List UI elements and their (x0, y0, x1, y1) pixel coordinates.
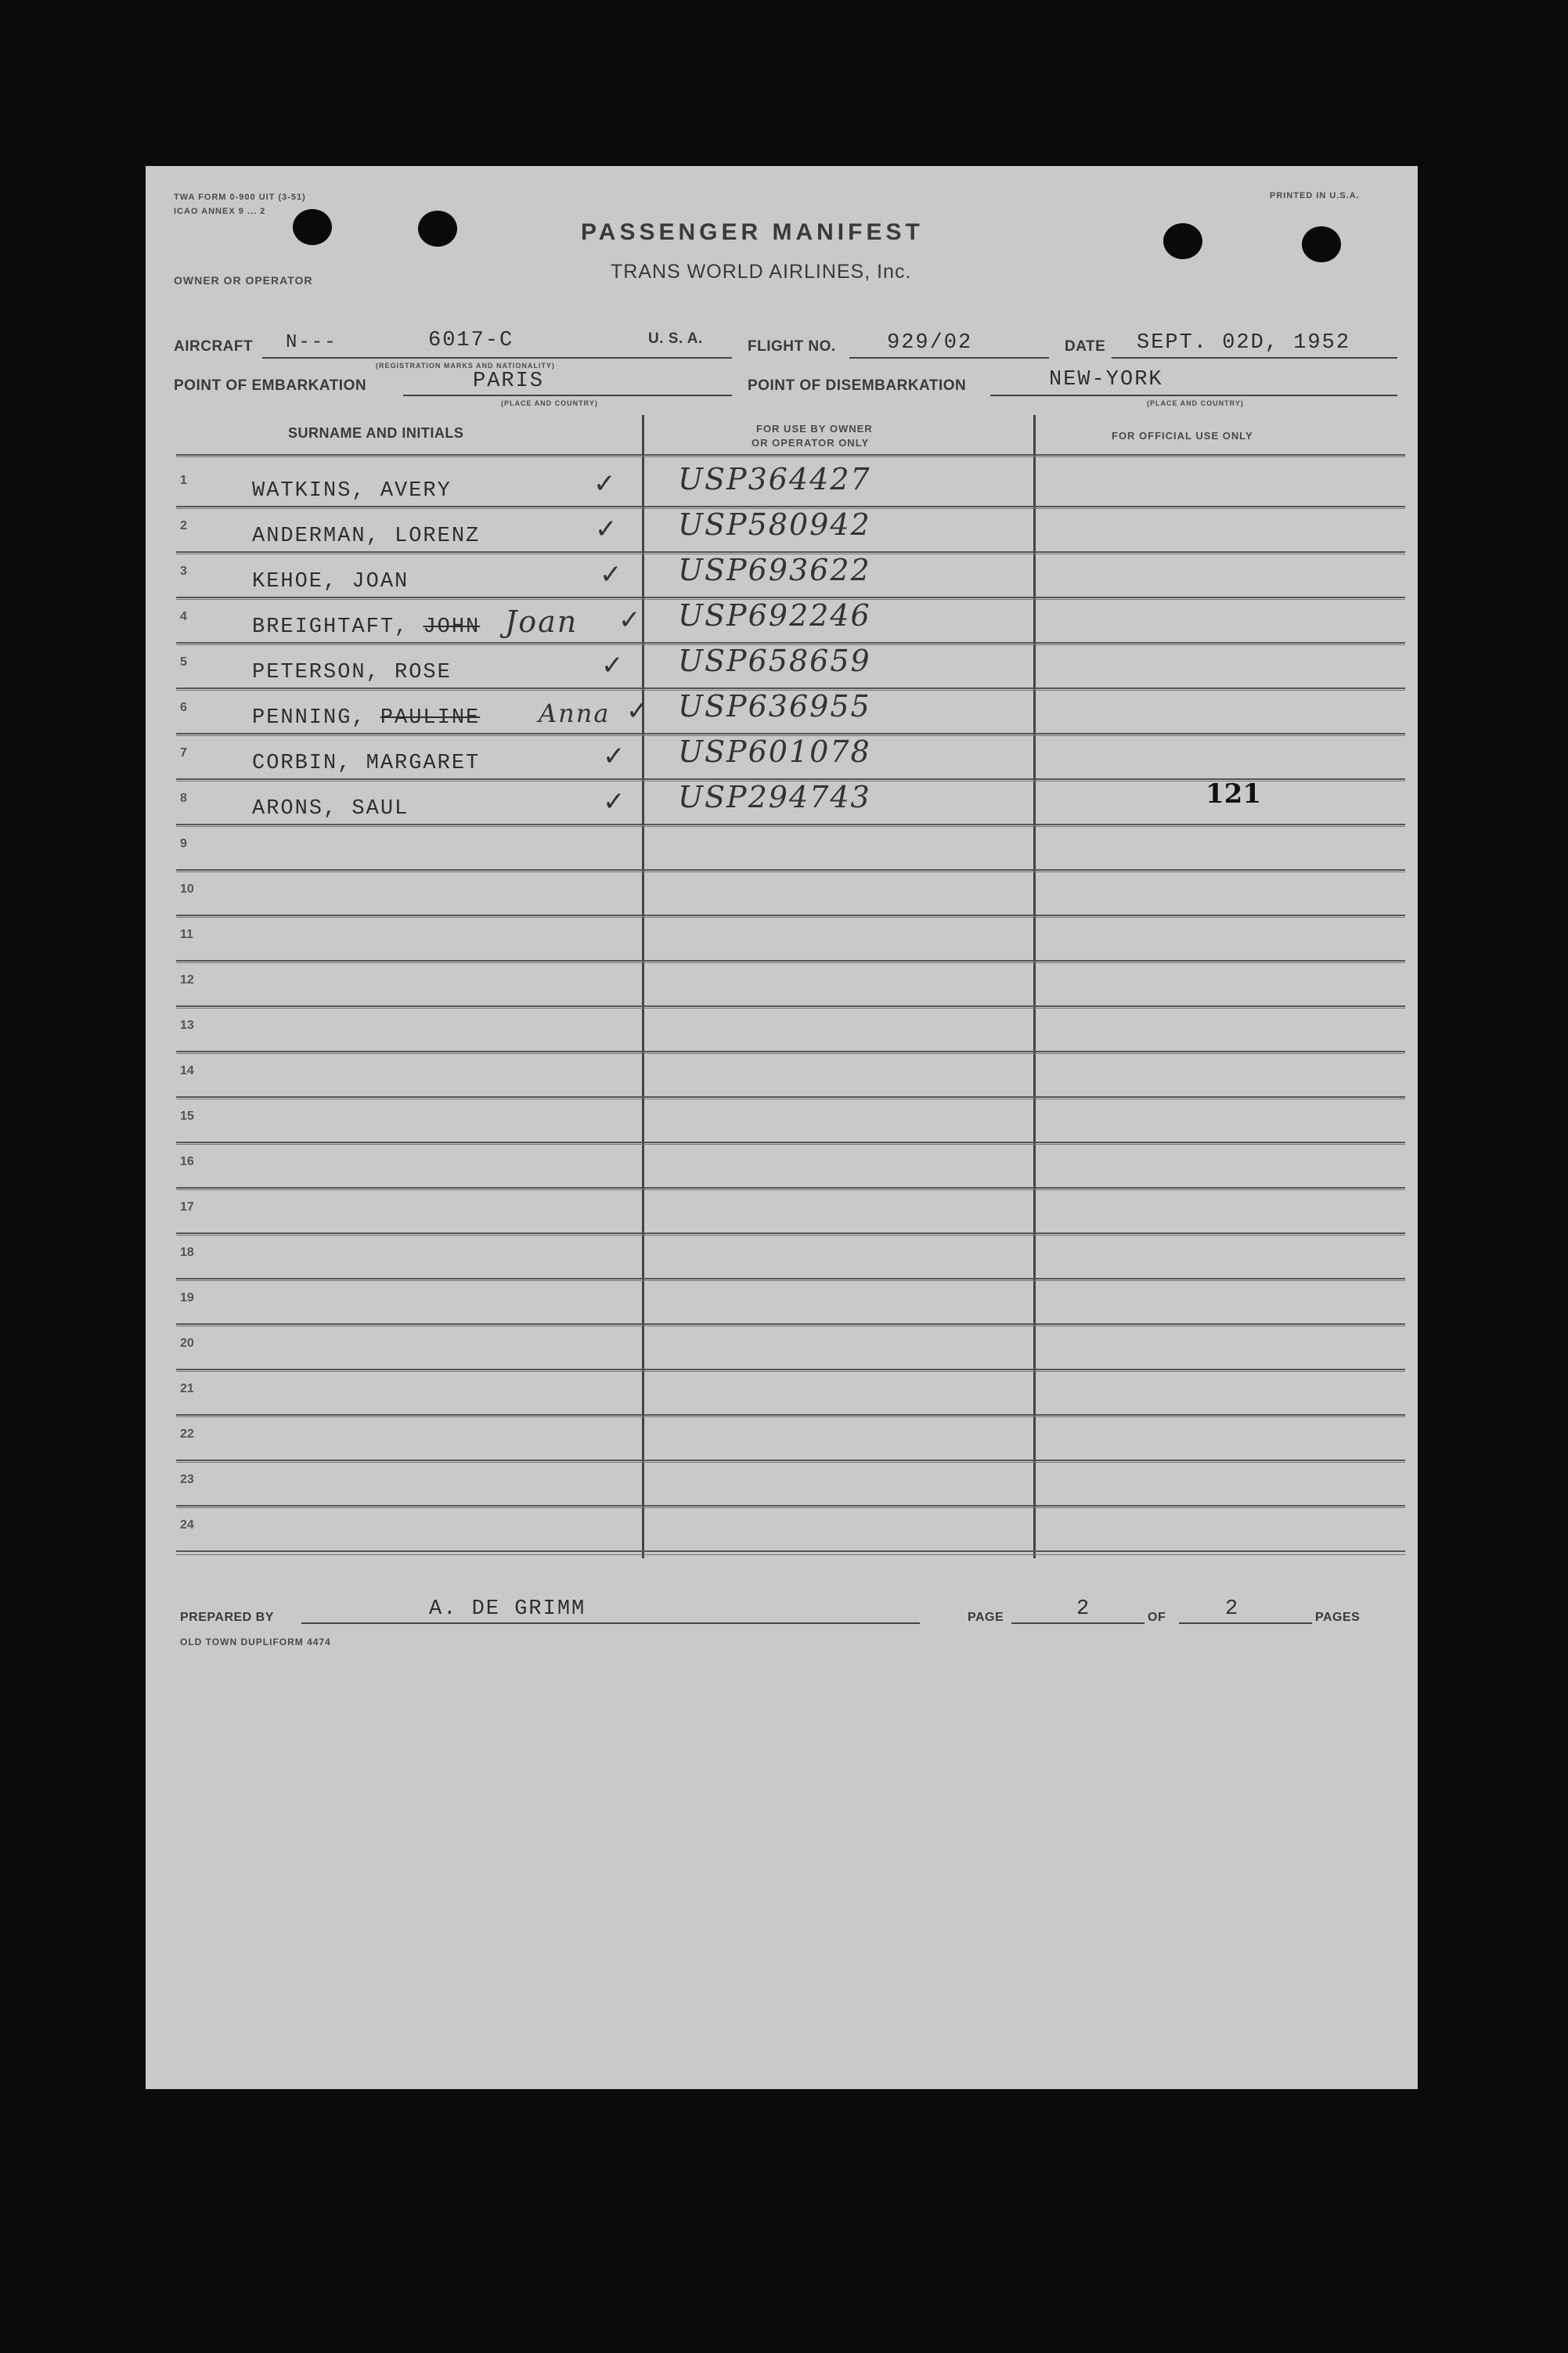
row-number: 9 (180, 837, 187, 850)
nationality: U. S. A. (648, 330, 703, 347)
printed-note: PRINTED IN U.S.A. (1270, 191, 1360, 200)
punch-hole (293, 209, 332, 245)
disembarkation-place: NEW-YORK (1049, 368, 1163, 392)
row-number: 17 (180, 1200, 194, 1214)
flight-date: SEPT. 02D, 1952 (1137, 331, 1351, 355)
printer-note: OLD TOWN DUPLIFORM 4474 (180, 1637, 331, 1647)
passport-number: USP601078 (678, 734, 871, 769)
page-number: 2 (1076, 1597, 1091, 1621)
row-number: 21 (180, 1382, 194, 1395)
row-number: 20 (180, 1337, 194, 1350)
check-icon: ✓ (626, 695, 649, 727)
passenger-name: KEHOE, JOAN (252, 570, 409, 594)
check-icon: ✓ (595, 514, 618, 545)
row-number: 6 (180, 701, 187, 714)
surname-column-header: SURNAME AND INITIALS (288, 425, 464, 441)
passport-number: USP692246 (678, 598, 871, 633)
passenger-name: WATKINS, AVERY (252, 479, 452, 503)
row-number: 5 (180, 655, 187, 669)
row-number: 3 (180, 565, 187, 578)
embarkation-note: (PLACE AND COUNTRY) (501, 399, 598, 407)
row-number: 18 (180, 1246, 194, 1259)
form-annex: ICAO ANNEX 9 ... 2 (174, 207, 266, 216)
disembarkation-note: (PLACE AND COUNTRY) (1147, 399, 1244, 407)
owner-column-header: FOR USE BY OWNER (756, 423, 873, 435)
passport-number: USP364427 (678, 462, 871, 496)
pages-label: PAGES (1315, 1611, 1361, 1624)
row-number: 10 (180, 882, 194, 896)
row-number: 12 (180, 973, 194, 987)
row-number: 14 (180, 1064, 194, 1077)
row-number: 15 (180, 1110, 194, 1123)
official-column-header: FOR OFFICIAL USE ONLY (1112, 430, 1253, 442)
row-number: 7 (180, 746, 187, 760)
passport-number: USP636955 (678, 689, 871, 724)
row-number: 16 (180, 1155, 194, 1168)
prepared-by-name: A. DE GRIMM (429, 1597, 586, 1621)
owner-label: OWNER OR OPERATOR (174, 274, 313, 287)
check-icon: ✓ (603, 786, 625, 817)
of-label: OF (1148, 1611, 1166, 1624)
airline-name: TRANS WORLD AIRLINES, Inc. (611, 261, 912, 283)
row-number: 11 (180, 928, 193, 941)
date-label: DATE (1065, 338, 1106, 355)
passenger-name: ANDERMAN, LORENZ (252, 525, 481, 548)
passport-number: USP580942 (678, 507, 871, 542)
passenger-name: PETERSON, ROSE (252, 661, 452, 684)
passenger-surname: BREIGHTAFT, (252, 615, 409, 639)
check-icon: ✓ (618, 604, 641, 636)
embarkation-label: POINT OF EMBARKATION (174, 377, 367, 394)
owner-column-header-2: OR OPERATOR ONLY (752, 437, 870, 449)
struck-given-name: PAULINE (380, 706, 481, 730)
row-number: 24 (180, 1518, 194, 1532)
check-icon: ✓ (600, 559, 622, 590)
check-icon: ✓ (593, 468, 616, 500)
punch-hole (1163, 223, 1202, 259)
row-number: 8 (180, 792, 187, 805)
row-number: 1 (180, 474, 187, 487)
row-number: 2 (180, 519, 187, 532)
punch-hole (1302, 226, 1341, 262)
row-number: 22 (180, 1427, 194, 1441)
passenger-surname: PENNING, (252, 706, 366, 730)
passport-number: USP693622 (678, 553, 871, 587)
handwritten-given-name: Anna (539, 698, 611, 728)
passport-number: USP658659 (678, 644, 871, 678)
embarkation-place: PARIS (473, 370, 545, 393)
passenger-name: ARONS, SAUL (252, 797, 409, 821)
check-icon: ✓ (603, 741, 625, 772)
row-number: 4 (180, 610, 187, 623)
handwritten-given-name: Joan (505, 604, 579, 639)
row-number: 19 (180, 1291, 194, 1305)
punch-hole (418, 211, 457, 247)
official-count-stamp: 121 (1206, 778, 1261, 810)
disembarkation-label: POINT OF DISEMBARKATION (748, 377, 967, 394)
form-code: TWA FORM 0-900 UIT (3-51) (174, 193, 306, 202)
struck-given-name: JOHN (423, 615, 481, 639)
passenger-name (252, 706, 480, 730)
flight-label: FLIGHT NO. (748, 338, 836, 355)
passenger-name: CORBIN, MARGARET (252, 752, 481, 775)
prepared-by-label: PREPARED BY (180, 1611, 274, 1624)
flight-number: 929/02 (887, 331, 973, 355)
page-total: 2 (1225, 1597, 1240, 1621)
passport-number: USP294743 (678, 780, 871, 814)
aircraft-registration: 6017-C (428, 329, 514, 352)
page-label: PAGE (968, 1611, 1004, 1624)
passenger-name (252, 615, 480, 639)
registration-note: (REGISTRATION MARKS AND NATIONALITY) (376, 362, 555, 370)
aircraft-label: AIRCRAFT (174, 338, 254, 355)
row-number: 13 (180, 1019, 194, 1032)
form-title: PASSENGER MANIFEST (581, 219, 924, 245)
check-icon: ✓ (601, 650, 624, 681)
aircraft-prefix: N--- (286, 332, 337, 353)
row-number: 23 (180, 1473, 194, 1486)
